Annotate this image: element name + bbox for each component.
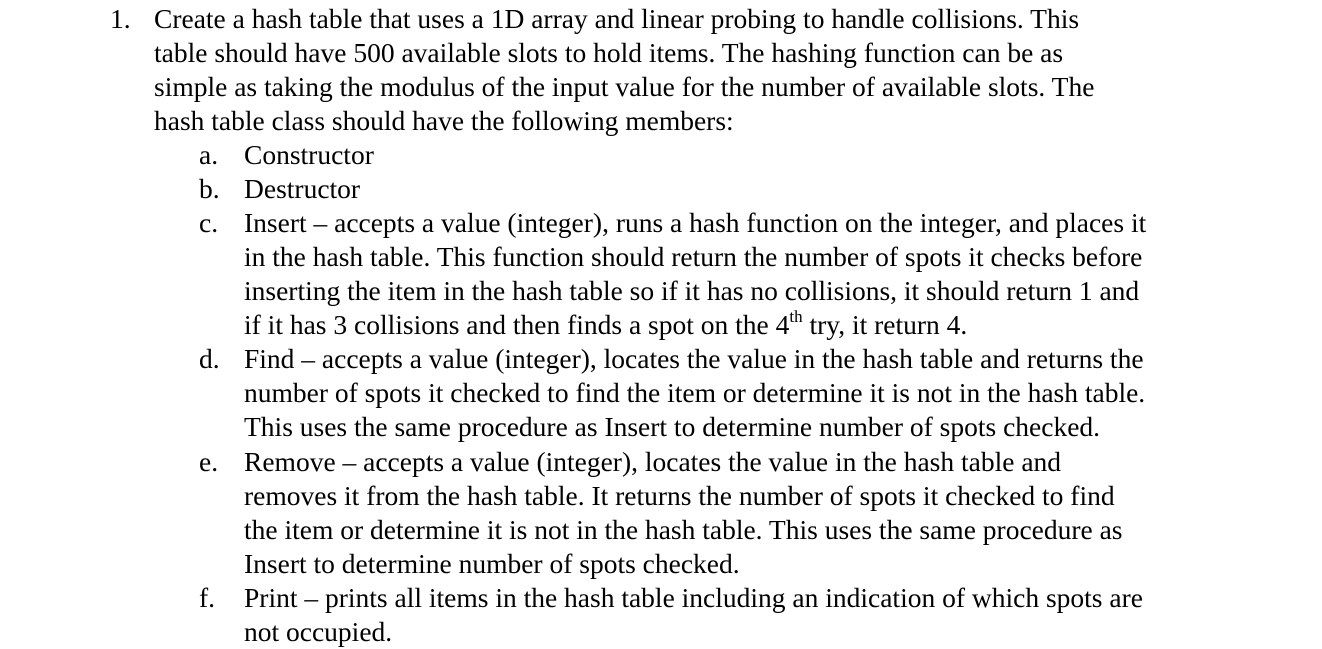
item-number: 1. — [110, 3, 131, 34]
member-line: inserting the item in the hash table so if it has no collisions, it should return 1 and — [244, 275, 1140, 306]
member-label: a. — [199, 139, 219, 170]
member-label: b. — [199, 173, 220, 204]
intro-line: Create a hash table that uses a 1D array and linear probing to handle collisions. This — [154, 3, 1080, 34]
member-line: in the hash table. This function should return the number of spots it checks before — [244, 241, 1143, 272]
intro-line: hash table class should have the following members: — [154, 105, 734, 136]
member-line: Find – accepts a value (integer), locates the value in the hash table and returns the — [244, 343, 1144, 374]
member-text: if it has 3 collisions and then finds a spot on the 4 — [244, 309, 790, 340]
member-line: Print – prints all items in the hash table including an indication of which spots are — [244, 582, 1143, 613]
member-label: d. — [199, 343, 220, 374]
member-label: c. — [199, 207, 219, 238]
member-line-with-superscript — [244, 308, 967, 342]
member-line: Remove – accepts a value (integer), locates the value in the hash table and — [244, 446, 1062, 477]
member-line: not occupied. — [244, 616, 393, 647]
member-line: removes it from the hash table. It returns the number of spots it checked to find — [244, 480, 1115, 511]
member-line: This uses the same procedure as Insert to determine number of spots checked. — [244, 411, 1101, 442]
intro-line: simple as taking the modulus of the input value for the number of available slots. The — [154, 71, 1095, 102]
member-line: Insert – accepts a value (integer), runs a hash function on the integer, and places it — [244, 207, 1147, 238]
member-text: try, it return 4. — [802, 309, 968, 340]
member-label: e. — [199, 446, 219, 477]
member-label: f. — [199, 582, 216, 613]
member-line: Insert to determine number of spots checked. — [244, 548, 740, 579]
member-line: Destructor — [244, 173, 361, 204]
intro-line: table should have 500 available slots to hold items. The hashing function can be as — [154, 37, 1064, 68]
member-line: number of spots it checked to find the item or determine it is not in the hash table. — [244, 377, 1146, 408]
member-line: the item or determine it is not in the hash table. This uses the same procedure as — [244, 514, 1123, 545]
ordinal-superscript: th — [789, 306, 803, 326]
member-line: Constructor — [244, 139, 374, 170]
